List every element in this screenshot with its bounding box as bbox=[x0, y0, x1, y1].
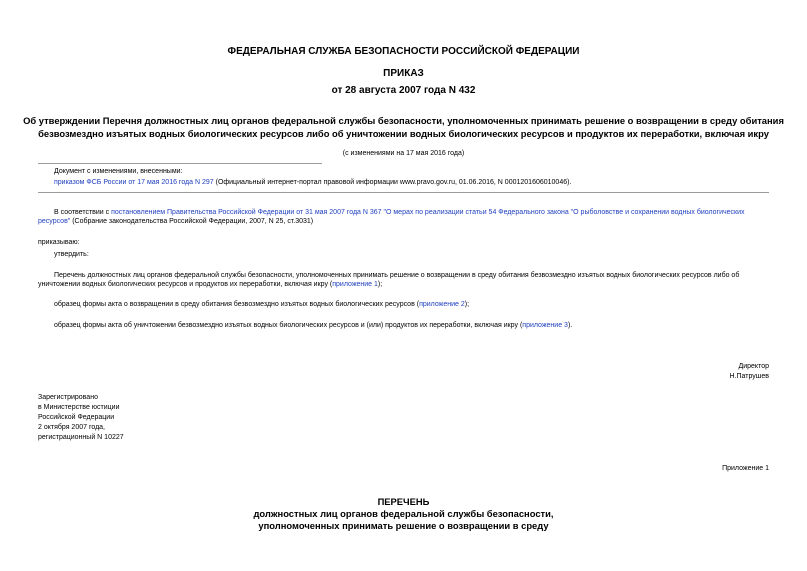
preamble-prefix: В соответствии с bbox=[54, 209, 112, 216]
item-2-text: образец формы акта о возвращении в среду обитания безвозмездно изъятых водных биологических ресурсов ( bbox=[54, 301, 420, 308]
appendix-title-2: должностных лиц органов федеральной службы безопасности, bbox=[253, 508, 554, 519]
appendix-label: Приложение 1 bbox=[722, 465, 769, 472]
edition-note: (с изменениями на 17 мая 2016 года) bbox=[342, 150, 465, 157]
item-3-text: образец формы акта об уничтожении безвозмездно изъятых водных биологических ресурсов и (или) продуктов их переработки, включая икру ( bbox=[54, 322, 523, 329]
registration-line-1: Зарегистрировано bbox=[38, 394, 98, 401]
title-line-2: безвозмездно изъятых водных биологических ресурсов либо об уничтожении водных биологических ресурсов и продуктов их переработки, включая икру bbox=[38, 128, 769, 139]
item-1-line-2 bbox=[38, 280, 382, 290]
item-2-tail: ); bbox=[464, 301, 470, 308]
doc-type-heading: ПРИКАЗ bbox=[383, 68, 424, 79]
item-2-line bbox=[54, 300, 469, 310]
preamble-line-2 bbox=[38, 217, 313, 227]
changes-line bbox=[54, 178, 571, 188]
changes-rest: (Официальный интернет-портал правовой информации www.pravo.gov.ru, 01.06.2016, N 0001201606010046). bbox=[213, 179, 572, 186]
registration-line-4: 2 октября 2007 года, bbox=[38, 424, 106, 431]
registration-line-2: в Министерстве юстиции bbox=[38, 404, 120, 411]
item-3-line bbox=[54, 321, 572, 331]
changes-top-rule bbox=[38, 163, 322, 164]
appendix-title-3: уполномоченных принимать решение о возвращении в среду bbox=[258, 520, 549, 531]
changes-order-link[interactable]: приказом ФСБ России от 17 мая 2016 года N 297 bbox=[54, 179, 214, 186]
item-3-tail: ). bbox=[567, 322, 573, 329]
appendix-2-link[interactable]: приложение 2 bbox=[419, 301, 465, 308]
registration-line-3: Российской Федерации bbox=[38, 414, 115, 421]
item-1-line-1: Перечень должностных лиц органов федеральной службы безопасности, уполномоченных принимать решение о возвращении в среду обитания безвозмездно изъятых водных биологических ресурсов либо об bbox=[54, 272, 740, 279]
government-decree-link[interactable]: постановлением Правительства Российской Федерации от 31 мая 2007 года N 367 "О мерах по реализации статьи 54 Федерального закона "О рыболовстве и сохранении водных биологических bbox=[111, 209, 745, 216]
order-word: приказываю: bbox=[38, 239, 80, 246]
appendix-title-1: ПЕРЕЧЕНЬ bbox=[377, 496, 430, 507]
approve-word: утвердить: bbox=[54, 251, 89, 258]
agency-heading: ФЕДЕРАЛЬНАЯ СЛУЖБА БЕЗОПАСНОСТИ РОССИЙСКОЙ ФЕДЕРАЦИИ bbox=[227, 46, 580, 57]
appendix-1-link[interactable]: приложение 1 bbox=[332, 281, 378, 288]
item-1-text: уничтожении водных биологических ресурсов и продуктов их переработки, включая икру ( bbox=[38, 281, 333, 288]
item-1-tail: ); bbox=[377, 281, 383, 288]
title-line-1: Об утверждении Перечня должностных лиц органов федеральной службы безопасности, уполномоченных принимать решение о возвращении в среду обитания bbox=[23, 115, 784, 126]
preamble-suffix: (Собрание законодательства Российской Федерации, 2007, N 25, ст.3031) bbox=[70, 218, 314, 225]
date-number: от 28 августа 2007 года N 432 bbox=[331, 85, 476, 96]
government-decree-link-cont[interactable]: ресурсов" bbox=[38, 218, 71, 225]
changes-label: Документ с изменениями, внесенными: bbox=[54, 168, 183, 175]
changes-bottom-rule bbox=[38, 192, 769, 193]
signature-position: Директор bbox=[738, 363, 769, 370]
registration-line-5: регистрационный N 10227 bbox=[38, 434, 124, 441]
appendix-3-link[interactable]: приложение 3 bbox=[522, 322, 568, 329]
signature-name: Н.Патрушев bbox=[729, 373, 769, 380]
